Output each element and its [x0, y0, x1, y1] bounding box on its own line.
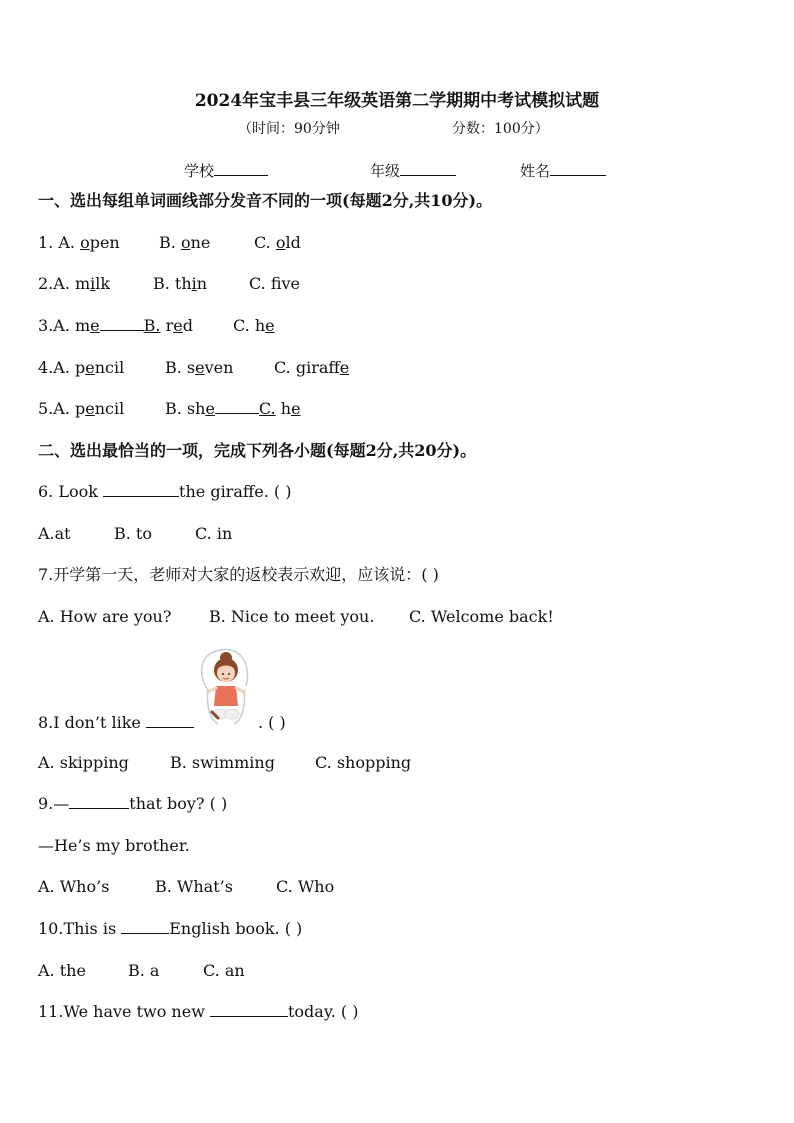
question-6-option-c: C. in: [195, 524, 233, 543]
school-field: [184, 160, 268, 181]
question-3: 3.A. me B. red: [38, 316, 193, 335]
question-10-option-b: B. a: [128, 961, 160, 980]
question-8-option-c: C. shopping: [315, 753, 412, 772]
grade-blank: [400, 161, 456, 176]
question-9-option-c: C. Who: [276, 877, 335, 896]
school-label: 学校: [184, 162, 215, 180]
question-1: 1. A. open: [38, 233, 120, 252]
question-1-option-c: C. old: [254, 233, 301, 252]
question-10: 10.This is English book. ( ): [38, 919, 303, 938]
question-6: 6. Look the giraffe. ( ): [38, 482, 292, 501]
question-6-option-b: B. to: [114, 524, 152, 543]
question-9-answer: —He’s my brother.: [38, 836, 190, 855]
name-field: [520, 160, 606, 181]
grade-label: 年级: [370, 162, 401, 180]
grade-field: [370, 160, 456, 181]
girl-skipping-rope-image: [196, 646, 256, 728]
question-7: 7.开学第一天，老师对大家的返校表示欢迎，应该说：( ): [38, 565, 439, 584]
question-10-option-c: C. an: [203, 961, 245, 980]
answer-blank: [146, 713, 194, 728]
question-7-option-c: C. Welcome back!: [409, 607, 554, 626]
question-7-option-a: A. How are you?: [38, 607, 172, 626]
section-2-heading: 二、选出最恰当的一项，完成下列各小题(每题2分,共20分)。: [38, 441, 477, 460]
question-8-option-a: A. skipping: [38, 753, 129, 772]
page-title: 2024年宝丰县三年级英语第二学期期中考试模拟试题: [194, 91, 600, 111]
answer-blank: [69, 794, 129, 809]
exam-score: 分数：100分）: [452, 121, 549, 137]
school-blank: [214, 161, 268, 176]
question-5-option-b: B. she C. he: [165, 399, 301, 418]
question-10-option-a: A. the: [38, 961, 86, 980]
section-1-heading: 一、选出每组单词画线部分发音不同的一项(每题2分,共10分)。: [38, 191, 493, 210]
question-2-option-b: B. thin: [153, 274, 208, 293]
question-6-option-a: A.at: [38, 524, 71, 543]
question-7-option-b: B. Nice to meet you.: [209, 607, 375, 626]
question-9-option-b: B. What’s: [155, 877, 233, 896]
question-4-option-b: B. seven: [165, 358, 234, 377]
answer-blank: [210, 1002, 288, 1017]
question-9-option-a: A. Who’s: [38, 877, 110, 896]
question-8-option-b: B. swimming: [170, 753, 275, 772]
question-5: 5.A. pencil: [38, 399, 125, 418]
name-label: 姓名: [520, 162, 551, 180]
question-2-option-c: C. fve: [249, 274, 301, 293]
answer-blank: [103, 482, 179, 497]
question-4-option-c: C. giraffe: [274, 358, 350, 377]
question-8: 8.I don’t like: [38, 713, 194, 733]
question-8-tail: . ( ): [258, 713, 286, 732]
exam-time: （时间：90分钟: [238, 121, 340, 137]
question-4: 4.A. pencil: [38, 358, 125, 377]
question-3-option-c: C. he: [233, 316, 275, 335]
question-9: 9.— that boy? ( ): [38, 794, 228, 813]
answer-blank: [121, 919, 169, 934]
question-1-option-b: B. one: [159, 233, 211, 252]
name-blank: [550, 161, 606, 176]
question-2: 2.A. milk: [38, 274, 111, 293]
question-11: 11.We have two new today. ( ): [38, 1002, 359, 1021]
